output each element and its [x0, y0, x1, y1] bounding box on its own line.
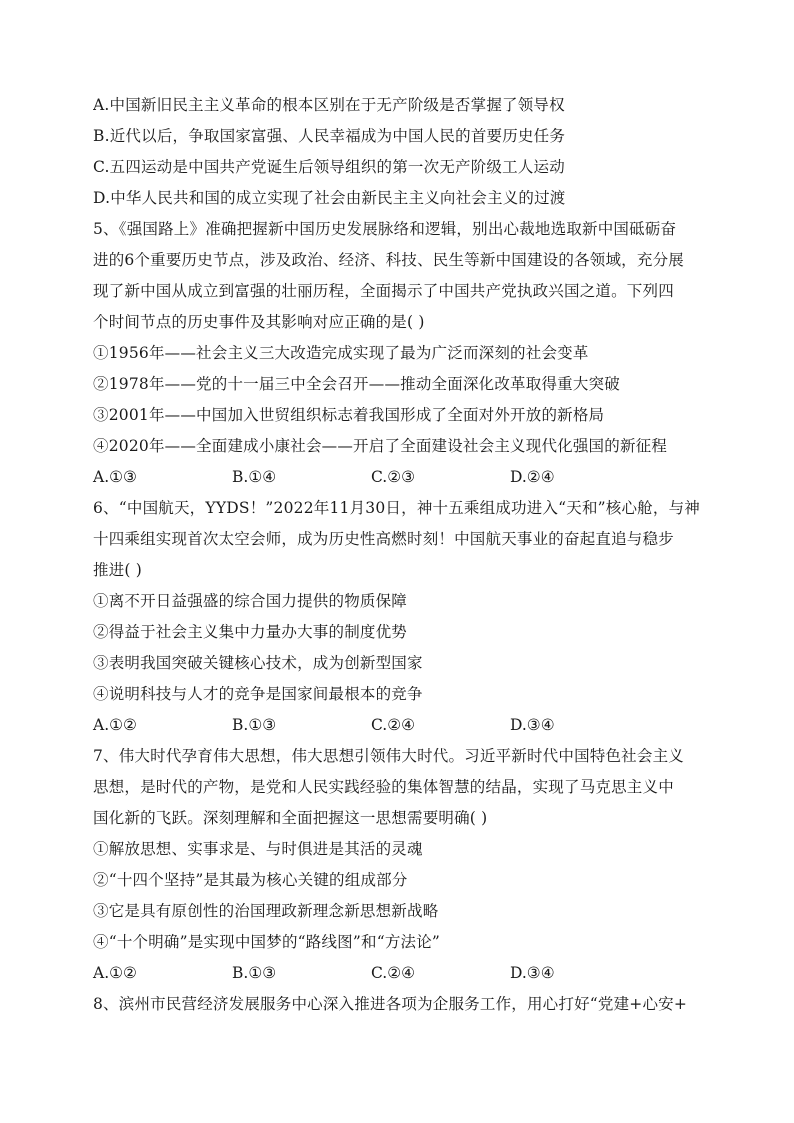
- choice-b: B.①④: [232, 468, 277, 486]
- statement-item: ③2001年——中国加入世贸组织标志着我国形成了全面对外开放的新格局: [93, 406, 605, 424]
- option-b: B.近代以后，争取国家富强、人民幸福成为中国人民的首要历史任务: [93, 127, 566, 145]
- statement-item: ②1978年——党的十一届三中全会召开——推动全面深化改革取得重大突破: [93, 375, 620, 393]
- question-stem-line: 思想，是时代的产物，是党和人民实践经验的集体智慧的结晶，实现了马克思主义中: [93, 778, 674, 796]
- question-5: [93, 214, 703, 493]
- answer-choices: [93, 710, 703, 741]
- statement-item: ①离不开日益强盛的综合国力提供的物质保障: [93, 592, 408, 610]
- statement-item: ④“十个明确”是实现中国梦的“路线图”和“方法论”: [93, 933, 441, 951]
- question-stem-line: 推进( ): [93, 561, 143, 579]
- question-stem-line: 进的6个重要历史节点，涉及政治、经济、科技、民生等新中国建设的各领域，充分展: [93, 251, 684, 269]
- question-stem-line: 十四乘组实现首次太空会师，成为历史性高燃时刻！中国航天事业的奋起直追与稳步: [93, 530, 674, 548]
- choice-c: C.②④: [371, 964, 416, 982]
- choice-b: B.①③: [232, 716, 277, 734]
- question-stem-line: 8、滨州市民营经济发展服务中心深入推进各项为企服务工作，用心打好“党建+心安+: [93, 995, 688, 1013]
- choice-a: A.①③: [93, 468, 137, 486]
- statement-item: ③它是具有原创性的治国理政新理念新思想新战略: [93, 902, 439, 920]
- statement-item: ③表明我国突破关键核心技术，成为创新型国家: [93, 654, 423, 672]
- choice-b: B.①③: [232, 964, 277, 982]
- question-8: [93, 989, 703, 1020]
- question-stem-line: 个时间节点的历史事件及其影响对应正确的是( ): [93, 313, 425, 331]
- question-4-options: [93, 90, 703, 214]
- choice-d: D.②④: [510, 468, 555, 486]
- question-6: [93, 493, 703, 741]
- statement-item: ①1956年——社会主义三大改造完成实现了最为广泛而深刻的社会变革: [93, 344, 589, 362]
- option-a: A.中国新旧民主主义革命的根本区别在于无产阶级是否掌握了领导权: [93, 96, 565, 114]
- statement-item: ②得益于社会主义集中力量办大事的制度优势: [93, 623, 408, 641]
- statement-item: ②“十四个坚持”是其最为核心关键的组成部分: [93, 871, 408, 889]
- question-stem-line: 现了新中国从成立到富强的壮丽历程，全面揭示了中国共产党执政兴国之道。下列四: [93, 282, 674, 300]
- choice-a: A.①②: [93, 716, 137, 734]
- question-stem-line: 5、《强国路上》准确把握新中国历史发展脉络和逻辑，别出心裁地选取新中国砥砺奋: [93, 220, 677, 238]
- choice-a: A.①②: [93, 964, 137, 982]
- question-stem-line: 7、伟大时代孕育伟大思想，伟大思想引领伟大时代。习近平新时代中国特色社会主义: [93, 747, 684, 765]
- option-d: D.中华人民共和国的成立实现了社会由新民主主义向社会主义的过渡: [93, 189, 566, 207]
- statement-item: ④2020年——全面建成小康社会——开启了全面建设社会主义现代化强国的新征程: [93, 437, 668, 455]
- choice-d: D.③④: [510, 964, 555, 982]
- option-c: C.五四运动是中国共产党诞生后领导组织的第一次无产阶级工人运动: [93, 158, 565, 176]
- choice-c: C.②③: [371, 468, 416, 486]
- choice-d: D.③④: [510, 716, 555, 734]
- question-stem-line: 6、“中国航天，YYDS！”2022年11月30日，神十五乘组成功进入“天和”核心舱，与神: [93, 499, 700, 517]
- choice-c: C.②④: [371, 716, 416, 734]
- answer-choices: [93, 462, 703, 493]
- statement-item: ①解放思想、实事求是、与时俱进是其活的灵魂: [93, 840, 423, 858]
- exam-page: [93, 90, 703, 1020]
- question-7: [93, 741, 703, 989]
- answer-choices: [93, 958, 703, 989]
- question-stem-line: 国化新的飞跃。深刻理解和全面把握这一思想需要明确( ): [93, 809, 488, 827]
- statement-item: ④说明科技与人才的竞争是国家间最根本的竞争: [93, 685, 423, 703]
